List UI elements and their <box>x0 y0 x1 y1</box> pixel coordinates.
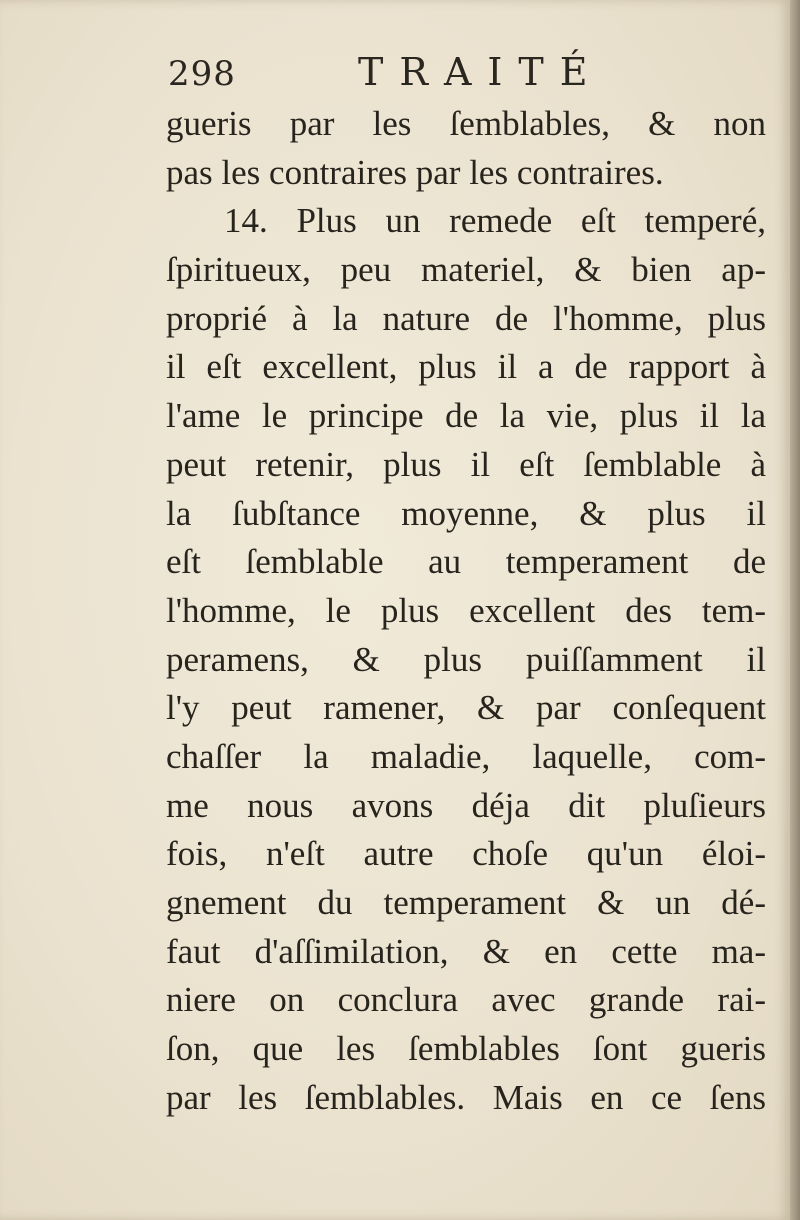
text-line: fois, n'eſt autre choſe qu'un éloi- <box>166 834 766 874</box>
text-line: il eſt excellent, plus il a de rapport à <box>166 347 766 387</box>
text-line: eſt ſemblable au temperament de <box>166 542 766 582</box>
page-header <box>168 48 768 108</box>
text-line: peramens, & plus puiſſamment il <box>166 639 766 679</box>
page-edge <box>790 0 800 1220</box>
text-line: 14. Plus un remede eſt temperé, <box>224 201 766 241</box>
text-line: proprié à la nature de l'homme, plus <box>166 298 766 338</box>
text-line: gueris par les ſemblables, & non <box>166 104 766 143</box>
text-line: ſpiritueux, peu materiel, & bien ap- <box>166 250 766 290</box>
text-line: niere on conclura avec grande rai- <box>166 980 766 1020</box>
text-line: l'y peut ramener, & par conſequent <box>166 688 766 728</box>
body-text <box>166 100 766 1122</box>
text-line: l'homme, le plus excellent des tem- <box>166 590 766 630</box>
text-line: me nous avons déja dit pluſieurs <box>166 785 766 825</box>
text-line: la ſubſtance moyenne, & plus il <box>166 493 766 533</box>
text-line: par les ſemblables. Mais en ce ſens <box>166 1077 766 1117</box>
text-line: chaſſer la maladie, laquelle, com- <box>166 736 766 776</box>
text-line: pas les contraires par les contraires. <box>166 152 664 192</box>
text-line: gnement du temperament & un dé- <box>166 883 766 922</box>
text-line: l'ame le principe de la vie, plus il la <box>166 396 766 436</box>
running-title: TRAITÉ <box>358 50 604 94</box>
text-line: faut d'aſſimilation, & en cette ma- <box>166 931 766 971</box>
text-line: ſon, que les ſemblables ſont gueris <box>166 1029 766 1069</box>
text-line: peut retenir, plus il eſt ſemblable à <box>166 444 766 484</box>
page-number: 298 <box>168 54 236 94</box>
